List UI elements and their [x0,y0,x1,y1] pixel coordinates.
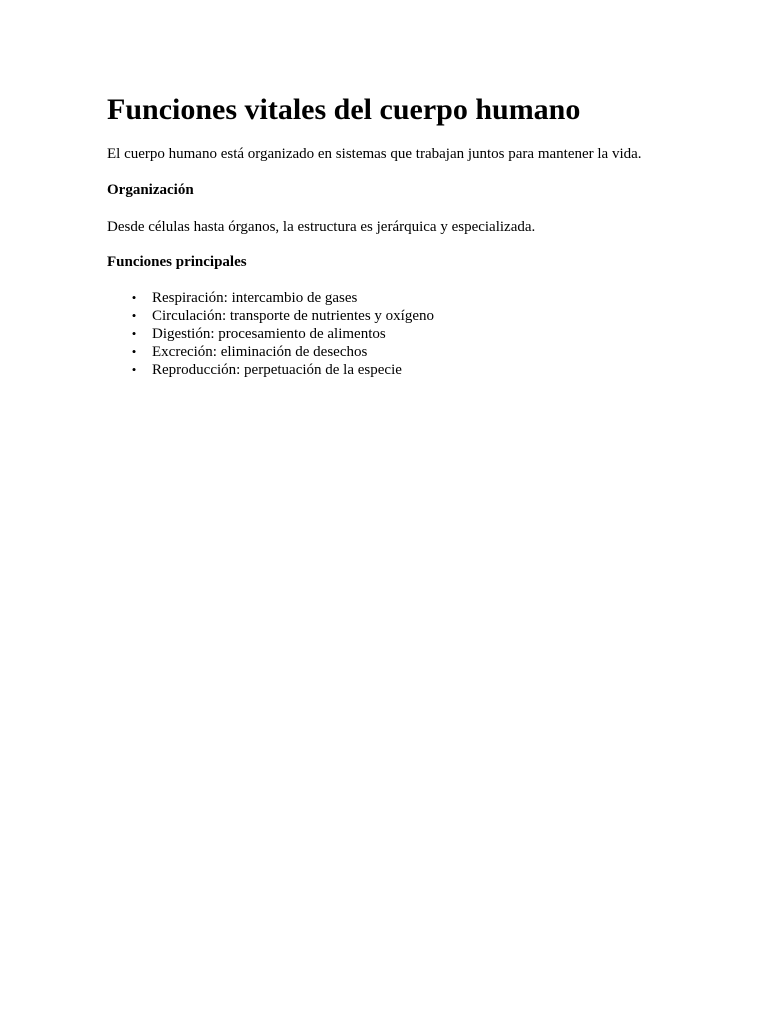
list-item [107,361,434,379]
bullet-icon: • [131,344,137,359]
list-item [107,307,434,325]
list-item-text: Digestión: procesamiento de alimentos [152,326,386,342]
bullet-icon: • [131,308,137,323]
bullet-icon: • [131,362,137,377]
intro-paragraph: El cuerpo humano está organizado en sistemas que trabajan juntos para mantener la vida. [107,146,642,162]
section-heading-funciones: Funciones principales [107,254,247,270]
organizacion-paragraph: Desde células hasta órganos, la estructura es jerárquica y especializada. [107,219,536,235]
funciones-list [107,289,434,379]
list-item-text: Excreción: eliminación de desechos [152,344,368,360]
list-item [107,325,434,343]
page-title: Funciones vitales del cuerpo humano [107,93,581,126]
bullet-icon: • [131,326,137,341]
list-item [107,343,434,361]
section-heading-organizacion: Organización [107,182,194,198]
list-item-text: Reproducción: perpetuación de la especie [152,362,402,378]
list-item [107,289,434,307]
list-item-text: Respiración: intercambio de gases [152,290,358,306]
bullet-icon: • [131,290,137,305]
list-item-text: Circulación: transporte de nutrientes y oxígeno [152,308,435,324]
